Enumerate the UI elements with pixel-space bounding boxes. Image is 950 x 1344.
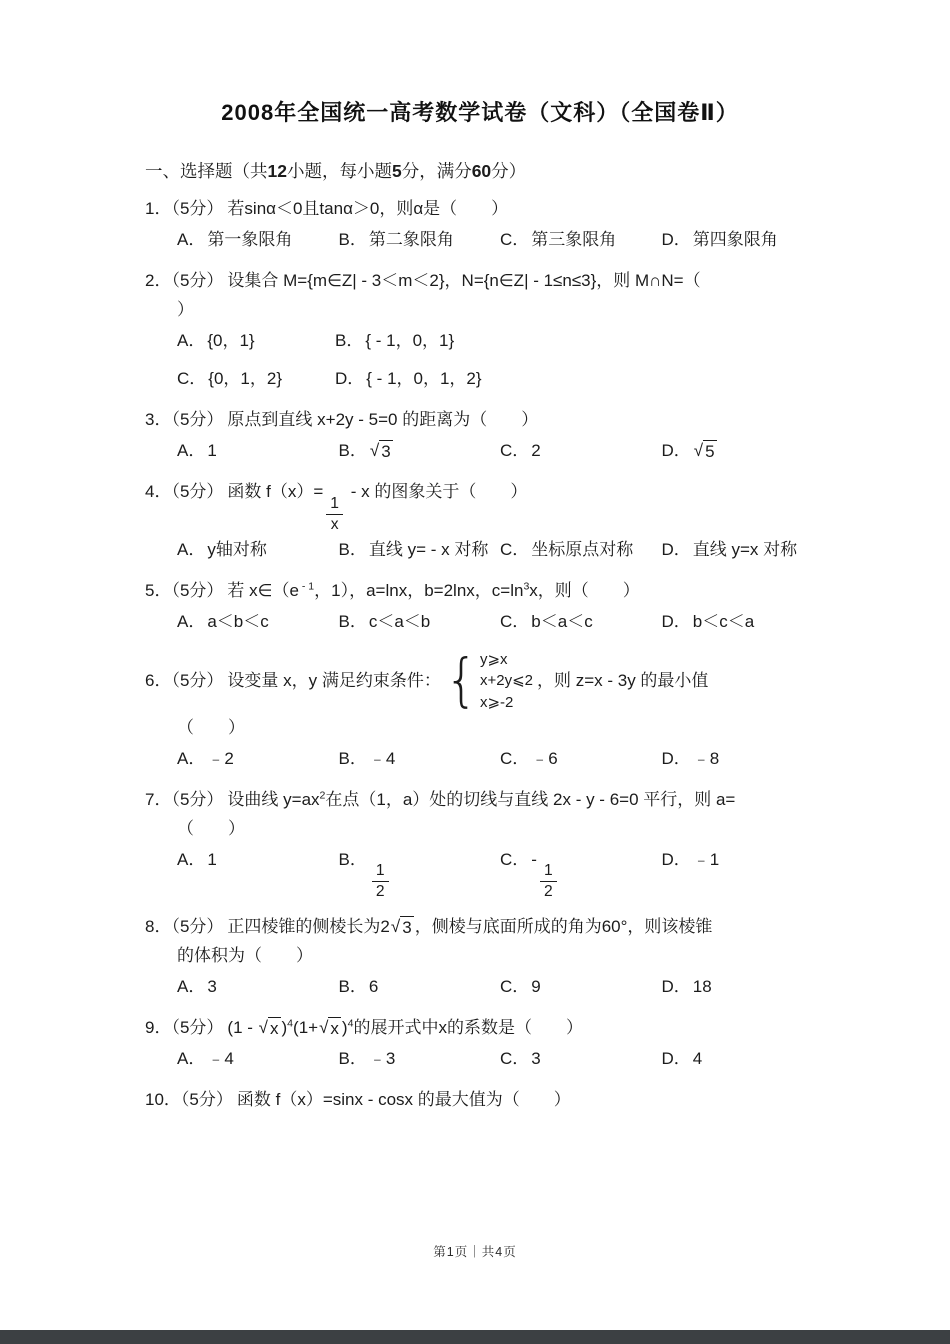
text-run: - xyxy=(531,849,537,869)
fraction xyxy=(372,862,389,901)
option-D xyxy=(662,846,816,902)
case-line: y⩾x xyxy=(479,650,508,668)
question-stem xyxy=(145,786,815,844)
option-label: A． xyxy=(177,330,206,350)
question-stem xyxy=(145,267,815,325)
option-label: C． xyxy=(500,540,530,560)
text-run: ﹣8 xyxy=(692,748,720,768)
sqrt-expression xyxy=(259,1017,281,1039)
option-B xyxy=(339,226,493,255)
text-run: 第二象限角 xyxy=(368,229,454,249)
question-options xyxy=(145,745,815,774)
superscript: 4 xyxy=(287,1017,294,1030)
option-D xyxy=(662,745,816,774)
question-3 xyxy=(145,406,815,466)
text-run: c＜a＜b xyxy=(368,611,431,631)
text-run: { - 1，0，1，2} xyxy=(366,369,482,389)
text-run: 1 xyxy=(207,849,217,869)
question-options xyxy=(145,608,815,637)
option-C xyxy=(177,365,335,394)
bold-text-run: 60 xyxy=(471,161,492,181)
case-line: x+2y⩽2 xyxy=(479,672,533,690)
option-label: B． xyxy=(338,1048,367,1068)
superscript: 4 xyxy=(347,1017,354,1030)
question-number: 7．（5分） xyxy=(145,789,224,809)
text-run: 函数 f（x）= xyxy=(227,482,324,502)
question-number: 5．（5分） xyxy=(145,580,224,600)
text-run: 18 xyxy=(692,977,712,997)
option-label: D． xyxy=(661,1048,691,1068)
option-label: B． xyxy=(338,229,367,249)
option-A xyxy=(177,846,331,902)
option-D xyxy=(662,226,816,255)
text-run: ﹣3 xyxy=(368,1048,396,1068)
text-run: 3 xyxy=(207,977,217,997)
page-title: 2008年全国统一高考数学试卷（文科）（全国卷Ⅱ） xyxy=(221,100,739,125)
question-stem xyxy=(145,195,815,224)
question-stem xyxy=(145,577,815,606)
option-label: D． xyxy=(661,229,691,249)
text-run: {0，1} xyxy=(207,330,255,350)
radical-sign-icon: √ xyxy=(319,1018,329,1038)
option-B xyxy=(339,1045,493,1074)
option-label: A． xyxy=(177,1048,206,1068)
text-run: 在点（1，a）处的切线与直线 2x - y - 6=0 平行，则 a= xyxy=(325,789,736,809)
question-1 xyxy=(145,195,815,255)
text-run: 原点到直线 x+2y - 5=0 的距离为（ ） xyxy=(227,410,539,430)
fraction-denominator: x xyxy=(330,516,339,534)
constraint-cases xyxy=(445,649,533,714)
page-footer xyxy=(0,1242,950,1260)
option-label: C． xyxy=(500,977,530,997)
text-run: a＜b＜c xyxy=(207,611,269,631)
question-stem xyxy=(145,649,815,743)
option-C xyxy=(500,608,654,637)
text-run: 坐标原点对称 xyxy=(531,540,634,560)
text-run: (1+ xyxy=(293,1018,319,1038)
question-options xyxy=(145,536,815,565)
bold-text-run: 5 xyxy=(391,161,402,181)
sqrt-expression xyxy=(370,440,393,462)
sqrt-expression xyxy=(391,916,414,938)
text-run: 分，满分 xyxy=(401,161,472,181)
option-label: C． xyxy=(500,849,530,869)
option-D xyxy=(662,1045,816,1074)
option-A xyxy=(177,973,331,1002)
text-run: 函数 f（x）=sinx - cosx 的最大值为（ ） xyxy=(236,1089,571,1109)
bold-text-run: 12 xyxy=(267,161,287,181)
text-run: ﹣1 xyxy=(692,849,720,869)
option-label: B． xyxy=(338,977,367,997)
text-run: 第三象限角 xyxy=(531,229,617,249)
text-run: { - 1，0，1} xyxy=(365,330,455,350)
option-D xyxy=(335,365,607,394)
option-D xyxy=(662,973,816,1002)
option-label: D． xyxy=(661,748,691,768)
option-label: A． xyxy=(177,748,206,768)
text-run: 的体积为（ ） xyxy=(177,946,313,966)
footer-page-indicator: 第1页｜共4页 xyxy=(433,1245,517,1259)
option-label: D． xyxy=(661,540,691,560)
option-B xyxy=(339,846,493,902)
fraction-numerator: 1 xyxy=(540,862,557,882)
text-run: 4 xyxy=(692,1048,703,1068)
option-label: B． xyxy=(338,540,367,560)
option-label: B． xyxy=(338,748,367,768)
left-brace-icon: { xyxy=(444,647,478,714)
text-run: ) xyxy=(281,1018,288,1038)
option-A xyxy=(177,1045,331,1074)
sqrt-expression xyxy=(319,1017,341,1039)
question-number: 4．（5分） xyxy=(145,482,224,502)
question-options xyxy=(145,226,815,255)
text-run: 9 xyxy=(531,977,541,997)
text-run: b＜a＜c xyxy=(531,611,593,631)
option-label: B． xyxy=(338,611,367,631)
question-6 xyxy=(145,649,815,774)
option-label: A． xyxy=(177,977,206,997)
text-run: ﹣6 xyxy=(531,748,558,768)
question-number: 8．（5分） xyxy=(145,917,224,937)
question-9 xyxy=(145,1014,815,1074)
fraction xyxy=(540,862,557,901)
question-number: 3．（5分） xyxy=(145,410,224,430)
text-run: （ ） xyxy=(177,717,245,737)
radical-sign-icon: √ xyxy=(258,1018,268,1038)
option-label: A． xyxy=(177,229,206,249)
text-run: 若sinα＜0且tanα＞0，则α是（ ） xyxy=(227,199,509,218)
case-lines xyxy=(480,649,533,714)
text-run: 正四棱锥的侧棱长为2 xyxy=(227,917,390,937)
option-label: B． xyxy=(338,849,367,869)
option-C xyxy=(500,973,654,1002)
text-run: 6 xyxy=(368,977,379,997)
option-A xyxy=(177,536,331,565)
text-run: (1 - xyxy=(227,1018,258,1038)
question-options xyxy=(145,327,607,395)
option-label: B． xyxy=(338,441,367,461)
option-label: D． xyxy=(661,611,691,631)
text-run: （ ） xyxy=(177,818,245,838)
question-number: 6．（5分） xyxy=(145,670,224,690)
question-2 xyxy=(145,267,815,395)
question-stem xyxy=(145,478,815,534)
question-number: 1．（5分） xyxy=(145,199,224,218)
question-stem xyxy=(145,1086,815,1115)
text-run: b＜c＜a xyxy=(692,611,755,631)
option-D xyxy=(662,536,816,565)
question-stem xyxy=(145,1014,815,1043)
question-list xyxy=(145,195,815,1115)
text-run: ﹣4 xyxy=(207,1048,234,1068)
option-label: C． xyxy=(177,369,207,389)
fraction-denominator: 2 xyxy=(375,883,385,901)
fraction-numerator: 1 xyxy=(326,495,343,515)
radicand: x xyxy=(270,1019,279,1039)
option-label: B． xyxy=(335,330,364,350)
fraction-denominator: 2 xyxy=(543,883,553,901)
option-label: C． xyxy=(500,441,530,461)
text-run: 分） xyxy=(491,161,527,181)
question-number: 2．（5分） xyxy=(145,270,224,290)
option-C xyxy=(500,226,654,255)
option-label: A． xyxy=(177,441,206,461)
option-label: C． xyxy=(500,611,530,631)
option-B xyxy=(335,327,607,356)
option-label: A． xyxy=(177,611,206,631)
option-A xyxy=(177,745,331,774)
option-B xyxy=(339,973,493,1002)
section-header xyxy=(145,157,815,185)
option-C xyxy=(500,846,654,902)
text-run: {0，1，2} xyxy=(208,369,283,389)
radicand: 3 xyxy=(402,918,412,938)
text-run: 2 xyxy=(531,441,541,461)
text-run: x，则（ ） xyxy=(529,580,640,600)
question-options xyxy=(145,846,815,902)
option-label: A． xyxy=(177,540,206,560)
option-label: D． xyxy=(661,441,691,461)
fraction xyxy=(326,495,343,534)
option-B xyxy=(339,437,493,466)
question-options xyxy=(145,973,815,1002)
text-run: 的展开式中x的系数是（ ） xyxy=(353,1018,583,1038)
option-A xyxy=(177,327,335,356)
option-D xyxy=(662,437,816,466)
question-stem xyxy=(145,913,815,971)
text-run: 3 xyxy=(531,1048,541,1068)
radical-sign-icon: √ xyxy=(693,441,704,461)
option-A xyxy=(177,608,331,637)
text-run: ，侧棱与底面所成的角为60°，则该棱锥 xyxy=(414,917,713,937)
text-run: ) xyxy=(341,1018,348,1038)
option-label: C． xyxy=(500,229,530,249)
text-run: 第四象限角 xyxy=(692,229,778,249)
option-label: C． xyxy=(500,1048,530,1068)
radicand: 3 xyxy=(381,442,391,462)
option-C xyxy=(500,437,654,466)
text-run: 设变量 x，y 满足约束条件： xyxy=(227,670,441,690)
question-stem xyxy=(145,406,815,435)
option-B xyxy=(339,608,493,637)
superscript: 2 xyxy=(319,789,326,802)
question-options xyxy=(145,1045,815,1074)
option-A xyxy=(177,226,331,255)
text-run: 第一象限角 xyxy=(207,229,293,249)
option-D xyxy=(662,608,816,637)
radicand: 5 xyxy=(705,442,715,462)
option-A xyxy=(177,437,331,466)
option-C xyxy=(500,1045,654,1074)
radicand: x xyxy=(330,1019,339,1039)
text-run: 小题，每小题 xyxy=(286,161,392,181)
option-label: D． xyxy=(335,369,365,389)
text-run: ） xyxy=(177,299,194,319)
option-B xyxy=(339,745,493,774)
text-run: ﹣4 xyxy=(368,748,396,768)
option-label: A． xyxy=(177,849,206,869)
option-C xyxy=(500,745,654,774)
text-run: ，则 z=x - 3y 的最小值 xyxy=(536,670,709,690)
option-label: D． xyxy=(661,977,691,997)
option-label: D． xyxy=(661,849,691,869)
question-8 xyxy=(145,913,815,1002)
question-number: 9．（5分） xyxy=(145,1018,224,1038)
text-run: ，1），a=lnx，b=2lnx，c=ln xyxy=(314,580,524,600)
option-C xyxy=(500,536,654,565)
superscript: - 1 xyxy=(298,580,315,593)
text-run: 直线 y=x 对称 xyxy=(692,540,798,560)
question-4 xyxy=(145,478,815,565)
fraction-numerator: 1 xyxy=(372,862,389,882)
page-bottom-bar xyxy=(0,1330,950,1344)
option-B xyxy=(339,536,493,565)
text-run: 设曲线 y=ax xyxy=(227,789,320,809)
question-7 xyxy=(145,786,815,902)
text-run: ﹣2 xyxy=(207,748,234,768)
question-options xyxy=(145,437,815,466)
question-5 xyxy=(145,577,815,637)
text-run: 设集合 M={m∈Z| - 3＜m＜2}，N={n∈Z| - 1≤n≤3}，则 M∩N=（ xyxy=(227,270,701,290)
radical-sign-icon: √ xyxy=(390,917,401,937)
text-run: 一、选择题（共 xyxy=(145,161,268,181)
option-label: C． xyxy=(500,748,530,768)
question-number: 10．（5分） xyxy=(145,1089,233,1109)
text-run: 直线 y= - x 对称 xyxy=(368,540,489,560)
text-run: y轴对称 xyxy=(207,540,267,560)
superscript: 3 xyxy=(523,580,530,593)
sqrt-expression xyxy=(694,440,717,462)
case-line: x⩾-2 xyxy=(479,694,514,712)
text-run: 1 xyxy=(207,441,217,461)
text-run: 若 x∈（e xyxy=(227,580,299,600)
text-run: - x 的图象关于（ ） xyxy=(346,482,528,502)
question-10 xyxy=(145,1086,815,1115)
radical-sign-icon: √ xyxy=(369,441,380,461)
